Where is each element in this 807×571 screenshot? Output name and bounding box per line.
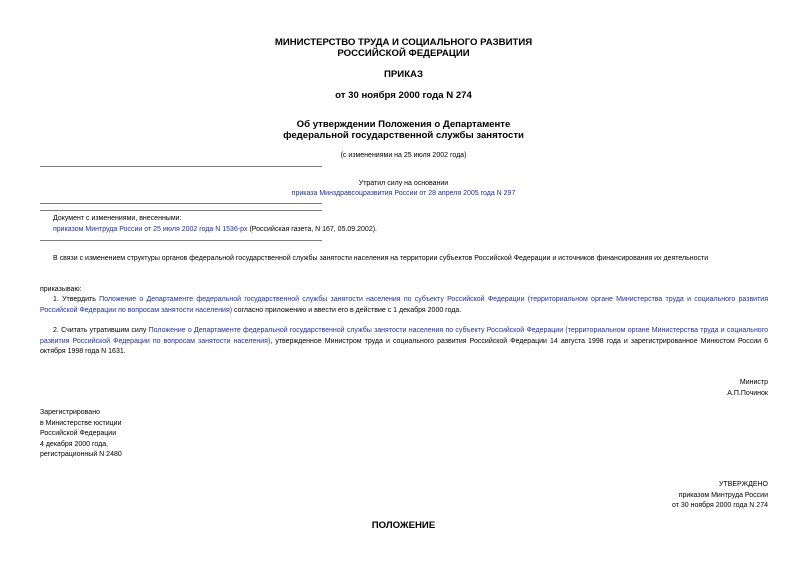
- divider: [40, 203, 322, 204]
- signer-name: А.П.Починок: [727, 389, 768, 397]
- registration-line: 4 декабря 2000 года,: [40, 440, 109, 448]
- order-item-2: [40, 326, 768, 358]
- amendments-note: (с изменениями на 25 июля 2002 года): [340, 152, 467, 159]
- item-2-link[interactable]: Положение о Департаменте федеральной государственной службы занятости населения по субъекту Российской Федерации (территориальном органе Министерства труда и социального развития Российской Федерации по вопросам занятости населения): [40, 327, 768, 345]
- annex-title: ПОЛОЖЕНИЕ: [371, 520, 436, 531]
- order-word: приказываю:: [40, 286, 82, 293]
- item-1-link[interactable]: Положение о Департаменте федеральной государственной службы занятости населения по субъекту Российской Федерации (территориальном органе Министерства труда и социального развития Российской Федерации по вопросам занятости населения): [40, 296, 768, 314]
- divider: [40, 240, 322, 241]
- amended-by-line: [53, 226, 377, 233]
- item-2-prefix: 2. Считать утратившим силу: [53, 327, 149, 334]
- signer-position: Министр: [739, 379, 768, 386]
- amended-by-source: (Российская газета, N 167, 05.09.2002).: [247, 226, 377, 233]
- registration-line: регистрационный N 2480: [40, 451, 122, 459]
- item-1-suffix: согласно приложению и ввести его в действие с 1 декабря 2000 года.: [232, 306, 462, 314]
- intro-paragraph: В связи с изменением структуры органов федеральной государственной службы занятости населения на территории субъектов Российской Федерации и источников финансирования их деятельности: [53, 255, 709, 262]
- document-title-line2: федеральной государственной службы занятости: [283, 130, 524, 141]
- approval-block: [672, 480, 768, 512]
- registration-line: в Министерстве юстиции: [40, 419, 122, 427]
- ministry-name-line2: РОССИЙСКОЙ ФЕДЕРАЦИИ: [337, 48, 470, 59]
- approval-line: от 30 ноября 2000 года N 274: [672, 502, 768, 510]
- item-1-prefix: 1. Утвердить: [53, 296, 100, 303]
- lost-force-note: Утратил силу на основании: [358, 180, 449, 187]
- approval-line: УТВЕРЖДЕНО: [718, 481, 768, 488]
- divider: [40, 166, 322, 167]
- lost-force-link[interactable]: приказа Минздравсоцразвития России от 28 апреля 2005 года N 297: [291, 190, 516, 197]
- order-item-1: [40, 295, 768, 316]
- divider: [40, 210, 322, 211]
- document-title-line1: Об утверждении Положения о Департаменте: [296, 119, 511, 130]
- registration-line: Зарегистрировано: [40, 409, 100, 416]
- signature-block: [727, 378, 768, 399]
- registration-line: Российской Федерации: [40, 430, 117, 438]
- item-2-suffix: , утвержденное Министром труда и социального развития Российской Федерации 14 августа 1998 года и зарегистрированное Минюстом России 6 октября 1998 года N 1631.: [40, 337, 769, 355]
- document-date: от 30 ноября 2000 года N 274: [335, 90, 472, 101]
- registration-block: [40, 408, 122, 461]
- amended-by-label: Документ с изменениями, внесенными:: [53, 215, 182, 222]
- amended-by-link[interactable]: приказом Минтруда России от 25 июля 2002 года N 1536-рх: [53, 226, 248, 233]
- ministry-name-line1: МИНИСТЕРСТВО ТРУДА И СОЦИАЛЬНОГО РАЗВИТИЯ: [274, 37, 533, 48]
- document-type: ПРИКАЗ: [384, 69, 423, 80]
- approval-line: приказом Минтруда России: [678, 491, 768, 499]
